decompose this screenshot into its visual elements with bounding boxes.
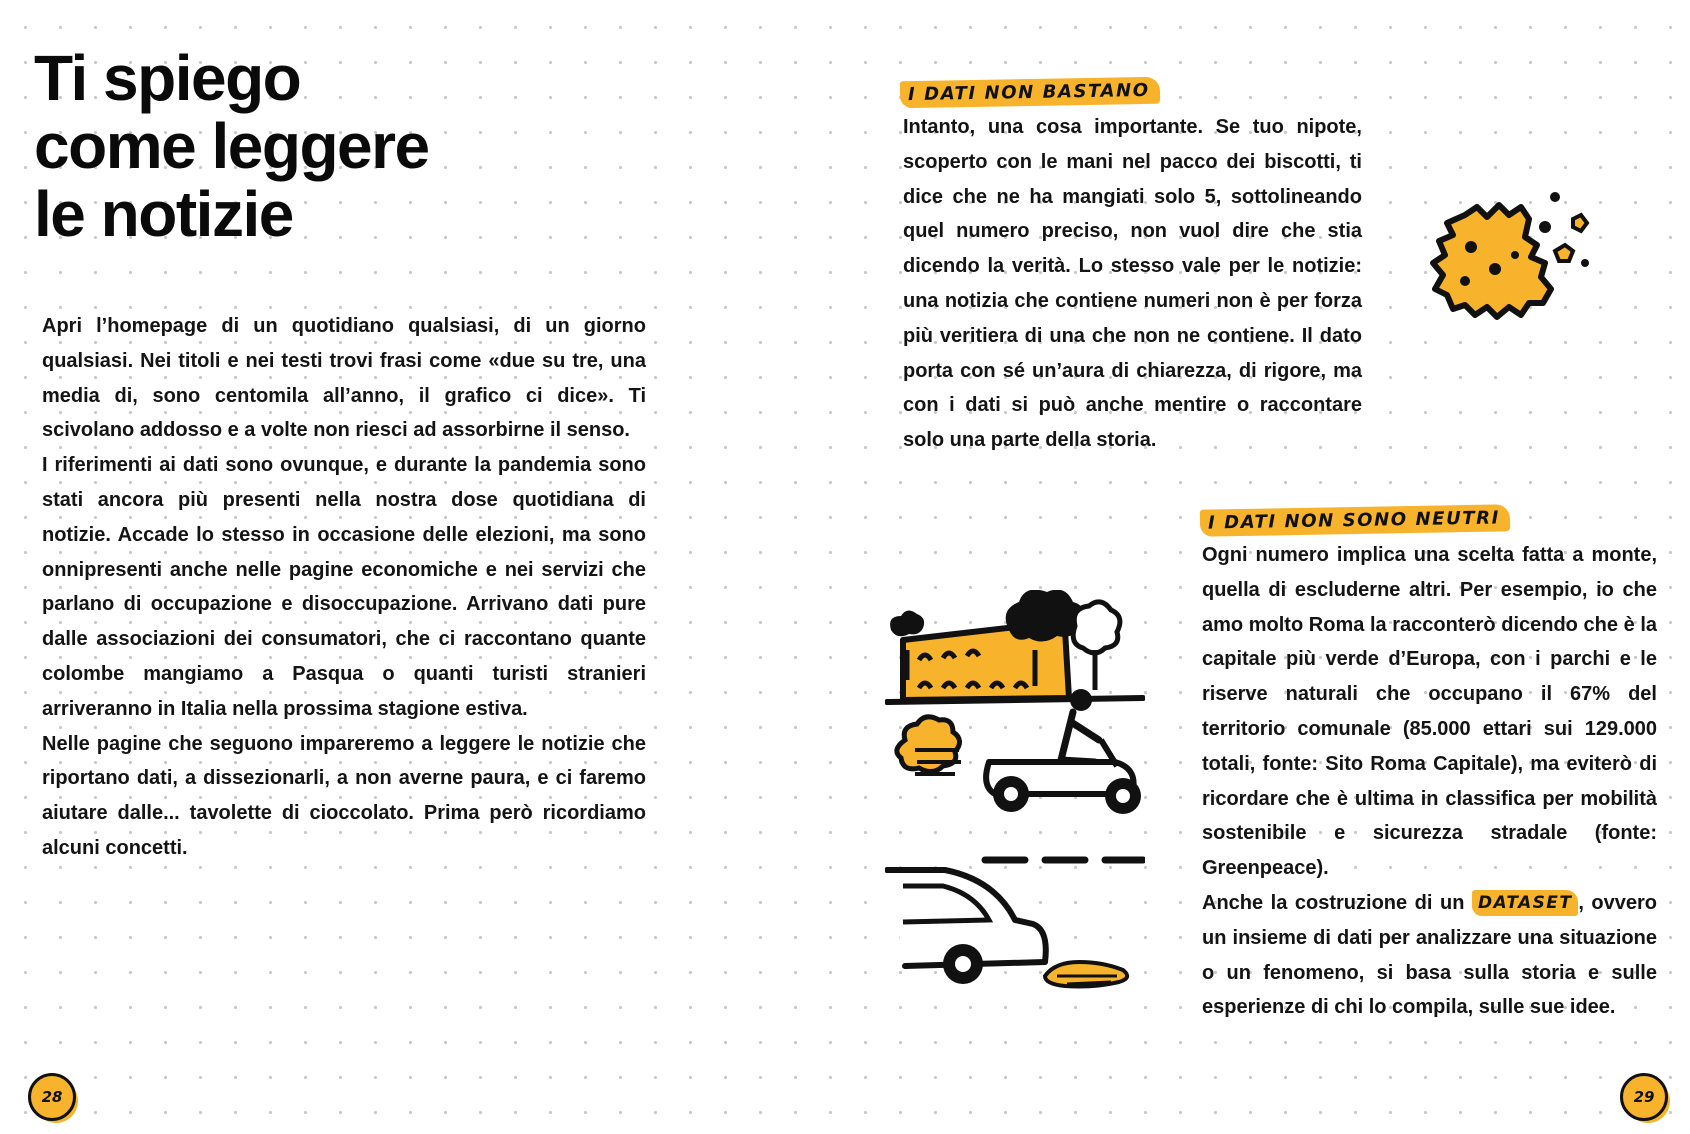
section2-text-after: , ovvero un insieme di dati per analizzare una situazione o un fenomeno, si basa sulla storia e sulle esperienze di chi lo compila, sulle sue idee. (1202, 891, 1658, 1019)
title-line-3: le notizie (34, 178, 293, 250)
page-number-label: 29 (1620, 1073, 1668, 1121)
dataset-highlight: DATASET (1472, 890, 1578, 916)
section2-paragraph-2 (1202, 886, 1657, 1025)
section2-text (1202, 538, 1657, 1025)
city-street-illustration (885, 590, 1145, 1040)
intro-paragraph-1: Apri l’homepage di un quotidiano qualsiasi, di un giorno qualsiasi. Nei titoli e nei testi trovi frasi come «due su tre, una media di, sono centomila all’anno, il grafico ci dice». Ti scivolano addosso e a volte non riesci ad assorbirne il senso. (42, 315, 646, 442)
cookie-illustration (1425, 185, 1615, 350)
page-number-right (1620, 1073, 1666, 1119)
title-line-2: come leggere (34, 110, 429, 182)
page-title (34, 44, 429, 248)
section-tag-dati-non-bastano: I DATI NON BASTANO (900, 77, 1160, 109)
section1-text (903, 110, 1362, 458)
page-number-left (28, 1073, 74, 1119)
title-line-1: Ti spiego (34, 42, 301, 114)
section-tag-dati-non-sono-neutri: I DATI NON SONO NEUTRI (1200, 504, 1510, 536)
right-page (845, 0, 1690, 1134)
section2-paragraph-1: Ogni numero implica una scelta fatta a monte, quella di escluderne altri. Per esempio, io che amo molto Roma la racconterò dicendo che è la capitale più verde d’Europa, con i parchi e le riserve naturali che occupano il 67% del territorio comunale (85.000 ettari sui 129.000 totali, fonte: Sito Roma Capitale), ma eviterò di ricordare che è ultima in classifica per mobilità sostenibile e sicurezza stradale (fonte: Greenpeace). (1202, 544, 1657, 880)
section1-paragraph: Intanto, una cosa importante. Se tuo nipote, scoperto con le mani nel pacco dei biscotti, ti dice che ne ha mangiati solo 5, sottolineando quel numero preciso, non vuol dire che stia dicendo la verità. Lo stesso vale per le notizie: una notizia che contiene numeri non è per forza più veritiera di una che non ne contiene. Il dato porta con sé un’aura di chiarezza, di rigore, ma con i dati si può anche mentire o raccontare solo una parte della storia. (903, 116, 1362, 452)
page-number-label: 28 (28, 1073, 76, 1121)
intro-paragraph-3: Nelle pagine che seguono impareremo a leggere le notizie che riportano dati, a dissezionarli, a non averne paura, e ci faremo aiutare dalle... tavolette di cioccolato. Prima però ricordiamo alcuni concetti. (42, 732, 646, 859)
section2-text-before: Anche la costruzione di un (1202, 891, 1472, 914)
intro-paragraph-2: I riferimenti ai dati sono ovunque, e durante la pandemia sono stati ancora più presenti nella nostra dose quotidiana di notizie. Accade lo stesso in occasione delle elezioni, ma sono onnipresenti anche nelle pagine economiche e nei servizi che parlano di occupazione e disoccupazione. Arrivano dati pure dalle associazioni dei consumatori, che ci raccontano quante colombe mangiamo a Pasqua o quanti turisti stranieri arriveranno in Italia nella prossima stagione estiva. (42, 454, 646, 720)
intro-text (42, 309, 646, 866)
